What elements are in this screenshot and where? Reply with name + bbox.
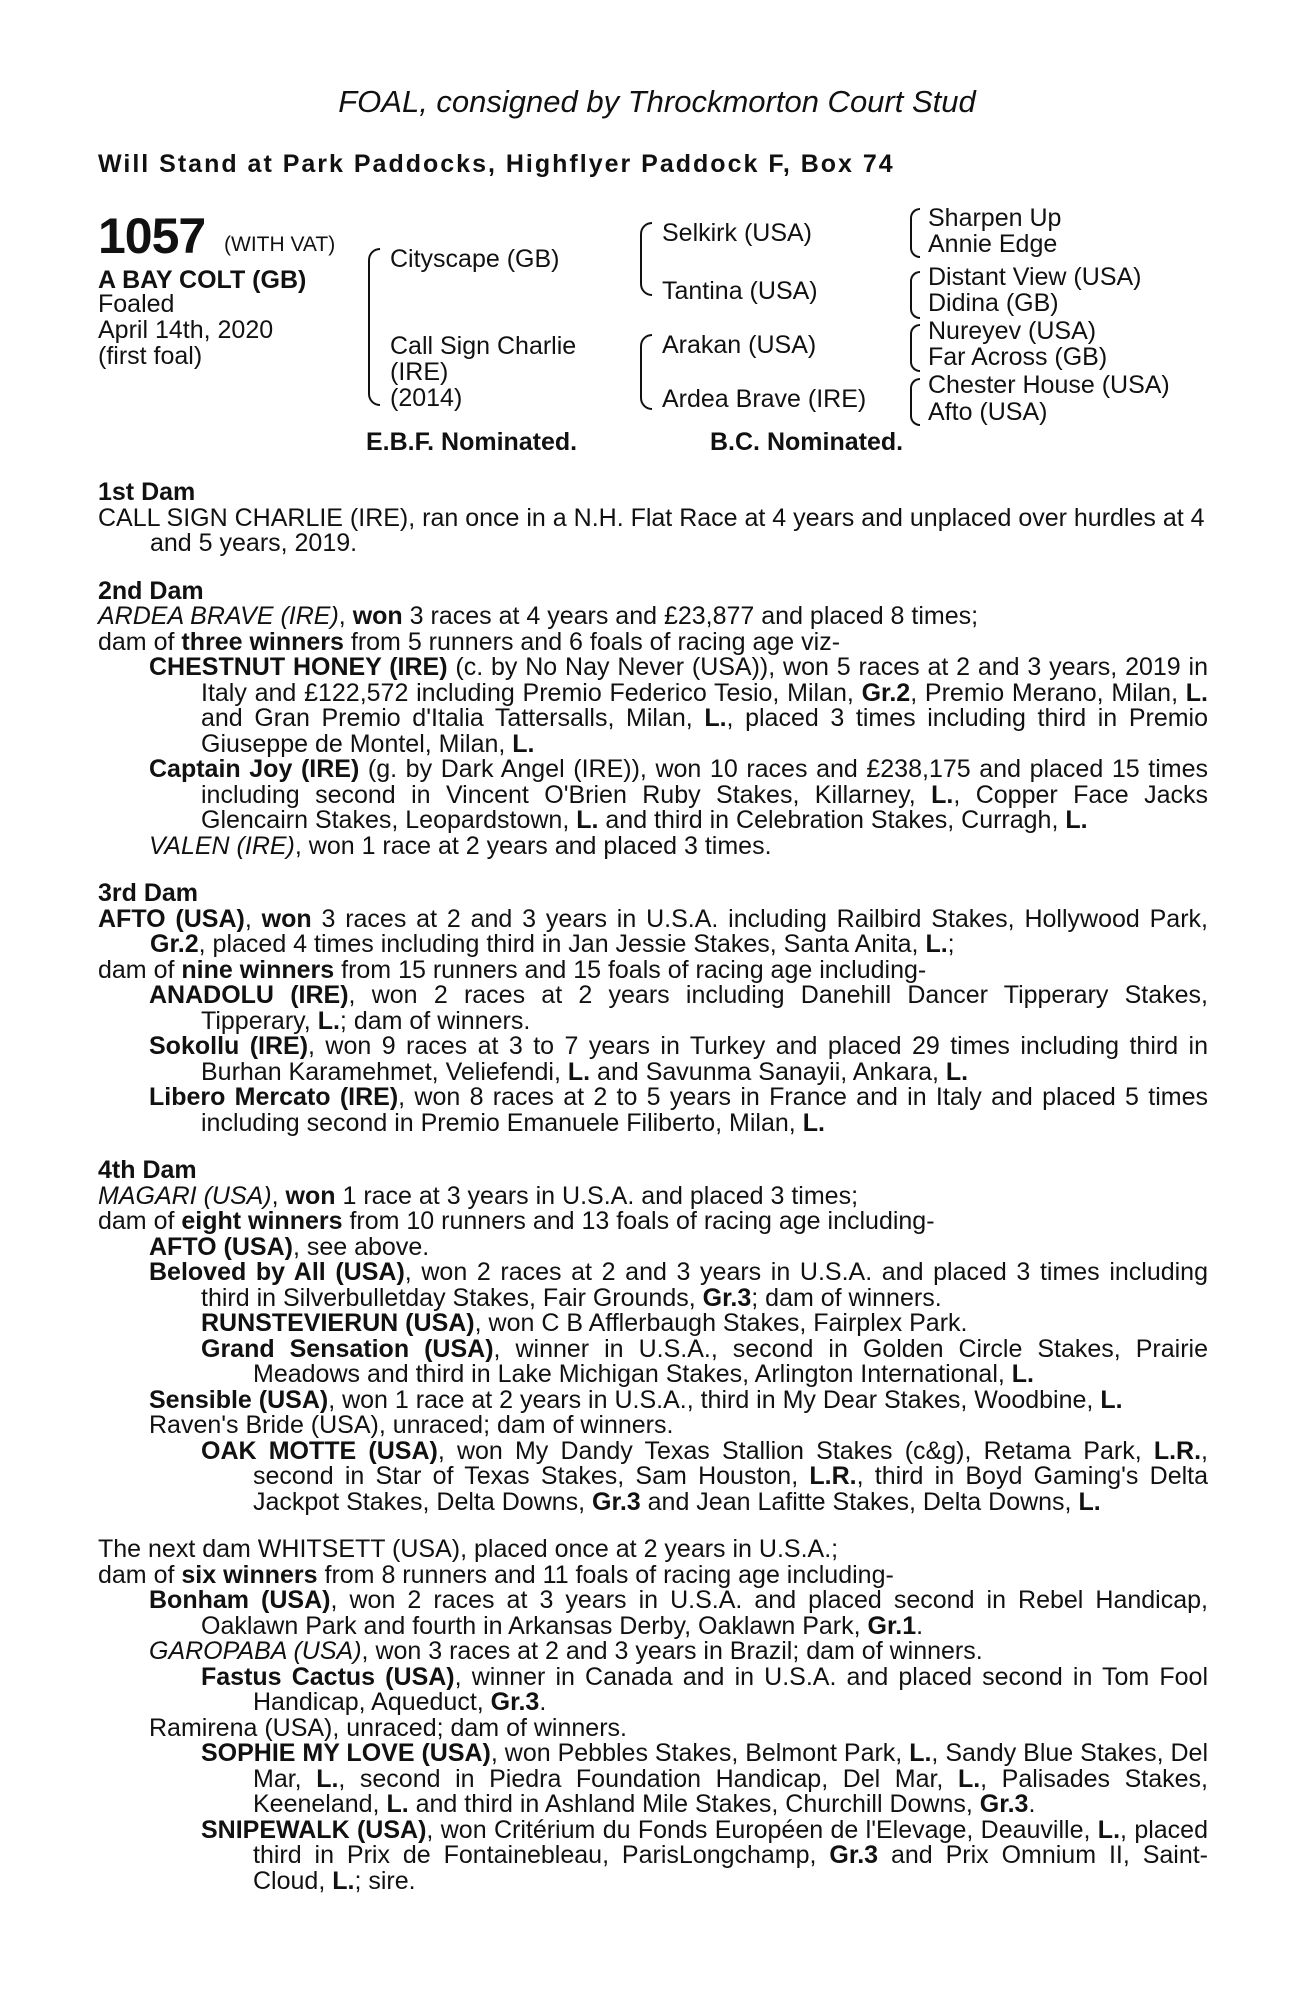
pedigree-gen3-4: Didina (GB) <box>928 289 1059 317</box>
list-item: CHESTNUT HONEY (IRE) (c. by No Nay Never (USA)), won 5 races at 2 and 3 years, 2019 in Italy and £122,572 including Premio Federico Tesio, Milan, Gr.2, Premio Merano, Milan, L. and Gran Premio d'Italia Tattersalls, Milan, L., placed 3 times including third in Premio Giuseppe de Montel, Milan, L. <box>149 653 1209 758</box>
fourth-dam-heading: 4th Dam <box>98 1156 197 1184</box>
next-dam-intro: The next dam WHITSETT (USA), placed once at 2 years in U.S.A.; <box>98 1535 839 1563</box>
list-item: Beloved by All (USA), won 2 races at 2 and 3 years in U.S.A. and placed 3 times including third in Silverbulletday Stakes, Fair Grounds, Gr.3; dam of winners. <box>149 1258 1208 1312</box>
list-item: SOPHIE MY LOVE (USA), won Pebbles Stakes, Belmont Park, L., Sandy Blue Stakes, Del Mar, L., second in Piedra Foundation Handicap, Del Mar, L., Palisades Stakes, Keeneland, L. and third in Ashland Mile Stakes, Churchill Downs, Gr.3. <box>201 1739 1208 1818</box>
fourth-dam-intro: MAGARI (USA), won 1 race at 3 years in U.S.A. and placed 3 times; <box>98 1181 859 1210</box>
pedigree-dam <box>390 333 576 411</box>
foaled-date: April 14th, 2020 <box>98 316 274 344</box>
pedigree-dam-sire: Arakan (USA) <box>662 331 817 359</box>
pedigree-sire: Cityscape (GB) <box>390 245 560 273</box>
pedigree-sire-dam: Tantina (USA) <box>662 277 818 305</box>
list-item: Raven's Bride (USA), unraced; dam of winners. <box>149 1411 674 1439</box>
pedigree-gen3-3: Distant View (USA) <box>928 263 1142 291</box>
list-item: GAROPABA (USA), won 3 races at 2 and 3 years in Brazil; dam of winners. <box>149 1637 983 1665</box>
fourth-dam-section <box>98 1158 1208 1515</box>
pedigree-gen3-1: Sharpen Up <box>928 204 1062 232</box>
pedigree-gen3-7: Chester House (USA) <box>928 371 1170 399</box>
pedigree-gen3-8: Afto (USA) <box>928 398 1048 426</box>
pedigree-bracket-3d <box>910 378 920 426</box>
list-item: Sokollu (IRE), won 9 races at 3 to 7 years in Turkey and placed 29 times including third in Burhan Karamehmet, Veliefendi, L. and Savunma Sanayii, Ankara, L. <box>149 1032 1208 1086</box>
list-item: Grand Sensation (USA), winner in U.S.A., second in Golden Circle Stakes, Prairie Meadows and third in Lake Michigan Stakes, Arlington International, L. <box>201 1334 1208 1388</box>
list-item: RUNSTEVIERUN (USA), won C B Afflerbaugh Stakes, Fairplex Park. <box>201 1309 968 1337</box>
list-item: Captain Joy (IRE) (g. by Dark Angel (IRE)), won 10 races and £238,175 and placed 15 times including second in Vincent O'Brien Ruby Stakes, Killarney, L., Copper Face Jacks Glencairn Stakes, Leopardstown, L. and third in Celebration Stakes, Curragh, L. <box>149 755 1208 834</box>
pedigree-gen3-2: Annie Edge <box>928 230 1058 258</box>
consignment-title: FOAL, consigned by Throckmorton Court Stud <box>338 84 976 119</box>
ebf-nominated: E.B.F. Nominated. <box>366 428 578 456</box>
vat-note: (WITH VAT) <box>224 233 336 256</box>
pedigree-gen3-5: Nureyev (USA) <box>928 317 1097 345</box>
third-dam-section <box>98 881 1208 1136</box>
first-dam-heading: 1st Dam <box>98 478 196 506</box>
pedigree-bracket-3a <box>910 208 920 258</box>
pedigree-dam-name: Call Sign Charlie <box>390 332 577 360</box>
third-dam-heading: 3rd Dam <box>98 879 199 907</box>
list-item: Bonham (USA), won 2 races at 3 years in U.S.A. and placed second in Rebel Handicap, Oaklawn Park and fourth in Arkansas Derby, Oaklawn Park, Gr.1. <box>149 1586 1208 1640</box>
next-dam-section <box>98 1537 1208 1894</box>
pedigree-bracket-3b <box>910 271 920 319</box>
pedigree-dam-origin: (IRE) <box>390 358 449 386</box>
pedigree-dam-dam: Ardea Brave (IRE) <box>662 385 867 413</box>
foal-note: (first foal) <box>98 342 203 370</box>
pedigree-bracket-main <box>368 248 380 406</box>
pedigree-bracket-dam <box>640 334 652 410</box>
second-dam-section <box>98 576 1209 860</box>
foaled-label: Foaled <box>98 290 175 318</box>
stand-location: Will Stand at Park Paddocks, Highflyer Paddock F, Box 74 <box>98 150 895 178</box>
list-item: VALEN (IRE), won 1 race at 2 years and placed 3 times. <box>149 831 772 860</box>
bc-nominated: B.C. Nominated. <box>710 428 904 456</box>
second-dam-heading: 2nd Dam <box>98 576 204 605</box>
second-dam-intro: ARDEA BRAVE (IRE), won 3 races at 4 years and £23,877 and placed 8 times; <box>98 602 979 630</box>
list-item: SNIPEWALK (USA), won Critérium du Fonds Européen de l'Elevage, Deauville, L., placed third in Prix de Fontainebleau, ParisLongchamp, Gr.3 and Prix Omnium II, Saint-Cloud, L.; sire. <box>201 1815 1208 1895</box>
lot-name: A BAY COLT (GB) <box>98 266 307 294</box>
third-dam-produce: dam of nine winners from 15 runners and 15 foals of racing age including- <box>98 955 927 984</box>
list-item: Fastus Cactus (USA), winner in Canada and in U.S.A. and placed second in Tom Fool Handicap, Aqueduct, Gr.3. <box>201 1662 1209 1716</box>
pedigree-gen3-6: Far Across (GB) <box>928 343 1108 371</box>
pedigree-bracket-3c <box>910 324 920 372</box>
fourth-dam-produce: dam of eight winners from 10 runners and 13 foals of racing age including- <box>98 1207 935 1235</box>
third-dam-intro: AFTO (USA), won 3 races at 2 and 3 years in U.S.A. including Railbird Stakes, Hollywood Park, Gr.2, placed 4 times including third in Jan Jessie Stakes, Santa Anita, L.; <box>98 904 1208 958</box>
list-item: Libero Mercato (IRE), won 8 races at 2 to 5 years in France and in Italy and placed 5 times including second in Premio Emanuele Filiberto, Milan, L. <box>149 1083 1208 1137</box>
second-dam-produce: dam of three winners from 5 runners and 6 foals of racing age viz- <box>98 627 841 656</box>
lot-number: 1057 <box>98 208 206 264</box>
list-item: Ramirena (USA), unraced; dam of winners. <box>149 1713 627 1742</box>
pedigree-dam-year: (2014) <box>390 384 463 412</box>
pedigree-sire-sire: Selkirk (USA) <box>662 219 813 247</box>
list-item: AFTO (USA), see above. <box>149 1232 430 1261</box>
pedigree-bracket-sire <box>640 222 652 296</box>
next-dam-produce: dam of six winners from 8 runners and 11 foals of racing age including- <box>98 1560 894 1589</box>
catalogue-body <box>98 480 1208 1916</box>
list-item: OAK MOTTE (USA), won My Dandy Texas Stallion Stakes (c&g), Retama Park, L.R., second in Star of Texas Stakes, Sam Houston, L.R., third in Boyd Gaming's Delta Jackpot Stakes, Delta Downs, Gr.3 and Jean Lafitte Stakes, Delta Downs, L. <box>201 1436 1208 1516</box>
first-dam-section <box>98 480 1208 557</box>
list-item: Sensible (USA), won 1 race at 2 years in U.S.A., third in My Dear Stakes, Woodbine, L. <box>149 1385 1123 1414</box>
list-item: ANADOLU (IRE), won 2 races at 2 years including Danehill Dancer Tipperary Stakes, Tipperary, L.; dam of winners. <box>149 981 1208 1035</box>
foaled-info <box>98 291 273 369</box>
first-dam-text: CALL SIGN CHARLIE (IRE), ran once in a N.H. Flat Race at 4 years and unplaced over hurdles at 4 and 5 years, 2019. <box>98 503 1205 557</box>
